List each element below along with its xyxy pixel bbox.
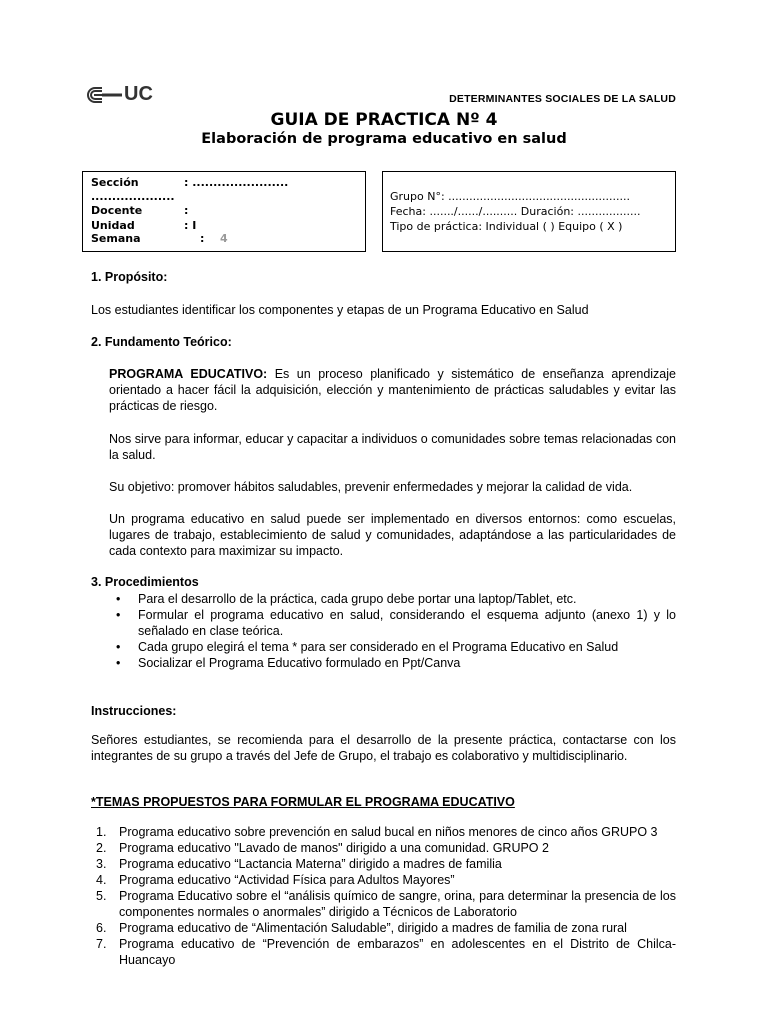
section-2-heading: 2. Fundamento Teórico:: [91, 335, 232, 349]
list-item-text: Programa Educativo sobre el “análisis químico de sangre, orina, para determinar la presencia de los componentes normales o anormales” dirigido a Técnicos de Laboratorio: [119, 889, 676, 919]
instructions-heading: Instrucciones:: [91, 704, 177, 718]
list-item: • Formular el programa educativo en salud, considerando el esquema adjunto (anexo 1) y lo señalado en clase teórica.: [110, 607, 676, 639]
definition-paragraph: [109, 366, 676, 414]
semana-label: Semana: [91, 232, 141, 245]
list-item: • Socializar el Programa Educativo formulado en Ppt/Canva: [110, 655, 676, 671]
group-box: [382, 171, 676, 252]
docente-label: Docente: [91, 204, 143, 217]
list-number: 5.: [96, 889, 107, 903]
list-number: 7.: [96, 937, 107, 951]
list-item-text: Programa educativo “Actividad Física para Adultos Mayores”: [119, 873, 455, 887]
list-item: [91, 920, 676, 936]
definition-term: PROGRAMA EDUCATIVO:: [109, 367, 268, 381]
list-item-text: Programa educativo de “Prevención de embarazos” en adolescentes en el Distrito de Chilca-Huancayo: [119, 937, 676, 967]
paragraph-purpose: Nos sirve para informar, educar y capacitar a individuos o comunidades sobre temas relacionadas con la salud.: [109, 432, 676, 462]
list-item: [91, 824, 676, 840]
procedures-list: [110, 591, 676, 671]
list-item: [91, 856, 676, 872]
list-item: [91, 840, 676, 856]
instructions-text: Señores estudiantes, se recomienda para el desarrollo de la presente práctica, contactarse con los integrantes de su grupo a través del Jefe de Grupo, el trabajo es colaborativo y multidisciplinario.: [91, 733, 676, 763]
seccion-value: : .......................: [184, 176, 289, 189]
unidad-label: Unidad: [91, 219, 135, 232]
paragraph-objective: Su objetivo: promover hábitos saludables, prevenir enfermedades y mejorar la calidad de vida.: [109, 480, 633, 494]
list-item: • Cada grupo elegirá el tema * para ser considerado en el Programa Educativo en Salud: [110, 639, 676, 655]
semana-colon: :: [200, 232, 205, 245]
course-name: DETERMINANTES SOCIALES DE LA SALUD: [449, 93, 676, 105]
list-number: 2.: [96, 841, 107, 855]
section-3-heading: 3. Procedimientos: [91, 575, 199, 589]
semana-value: 4: [220, 232, 228, 245]
docente-value: :: [184, 204, 189, 217]
list-item: [91, 936, 676, 968]
list-item: • Para el desarrollo de la práctica, cada grupo debe portar una laptop/Tablet, etc.: [110, 591, 676, 607]
page-title: GUIA DE PRACTICA Nº 4: [270, 110, 498, 130]
seccion-cont: ....................: [91, 190, 175, 203]
topics-list: [91, 824, 676, 968]
list-item: [91, 888, 676, 920]
section-1-heading: 1. Propósito:: [91, 270, 168, 284]
uc-logo: [86, 83, 170, 105]
page-subtitle: Elaboración de programa educativo en salud: [201, 131, 567, 147]
list-item-text: Programa educativo "Lavado de manos" dirigido a una comunidad. GRUPO 2: [119, 841, 549, 855]
list-number: 6.: [96, 921, 107, 935]
list-number: 3.: [96, 857, 107, 871]
seccion-label: Sección: [91, 176, 139, 189]
list-item-text: Programa educativo sobre prevención en salud bucal en niños menores de cinco años GRUPO 3: [119, 825, 658, 839]
paragraph-settings: Un programa educativo en salud puede ser implementado en diversos entornos: como escuelas, lugares de trabajo, establecimiento de salud y comunidades, adaptándose a las particularidades de cada contexto para maximizar su impacto.: [109, 512, 676, 558]
logo-text: UC: [124, 83, 153, 105]
unidad-value: : I: [184, 219, 197, 232]
list-item: [91, 872, 676, 888]
definition-text: Es un proceso planificado y sistemático de enseñanza aprendizaje orientado a hacer fácil la adquisición, elección y mantenimiento de prácticas saludables y evitar las prácticas de riesgo.: [109, 367, 676, 413]
tipo-line: Tipo de práctica: Individual ( ) Equipo ( X ): [390, 220, 623, 233]
list-item-text: Programa educativo de “Alimentación Saludable”, dirigido a madres de familia de zona rural: [119, 921, 627, 935]
section-1-text: Los estudiantes identificar los componentes y etapas de un Programa Educativo en Salud: [91, 303, 589, 317]
topics-heading: *TEMAS PROPUESTOS PARA FORMULAR EL PROGRAMA EDUCATIVO: [91, 795, 515, 809]
list-item-text: Programa educativo “Lactancia Materna” dirigido a madres de familia: [119, 857, 502, 871]
list-number: 1.: [96, 825, 107, 839]
grupo-line: Grupo N°: ....................................................: [390, 190, 630, 203]
list-number: 4.: [96, 873, 107, 887]
info-box: [82, 171, 366, 252]
fecha-line: Fecha: ......./....../.......... Duración: ..................: [390, 205, 641, 218]
